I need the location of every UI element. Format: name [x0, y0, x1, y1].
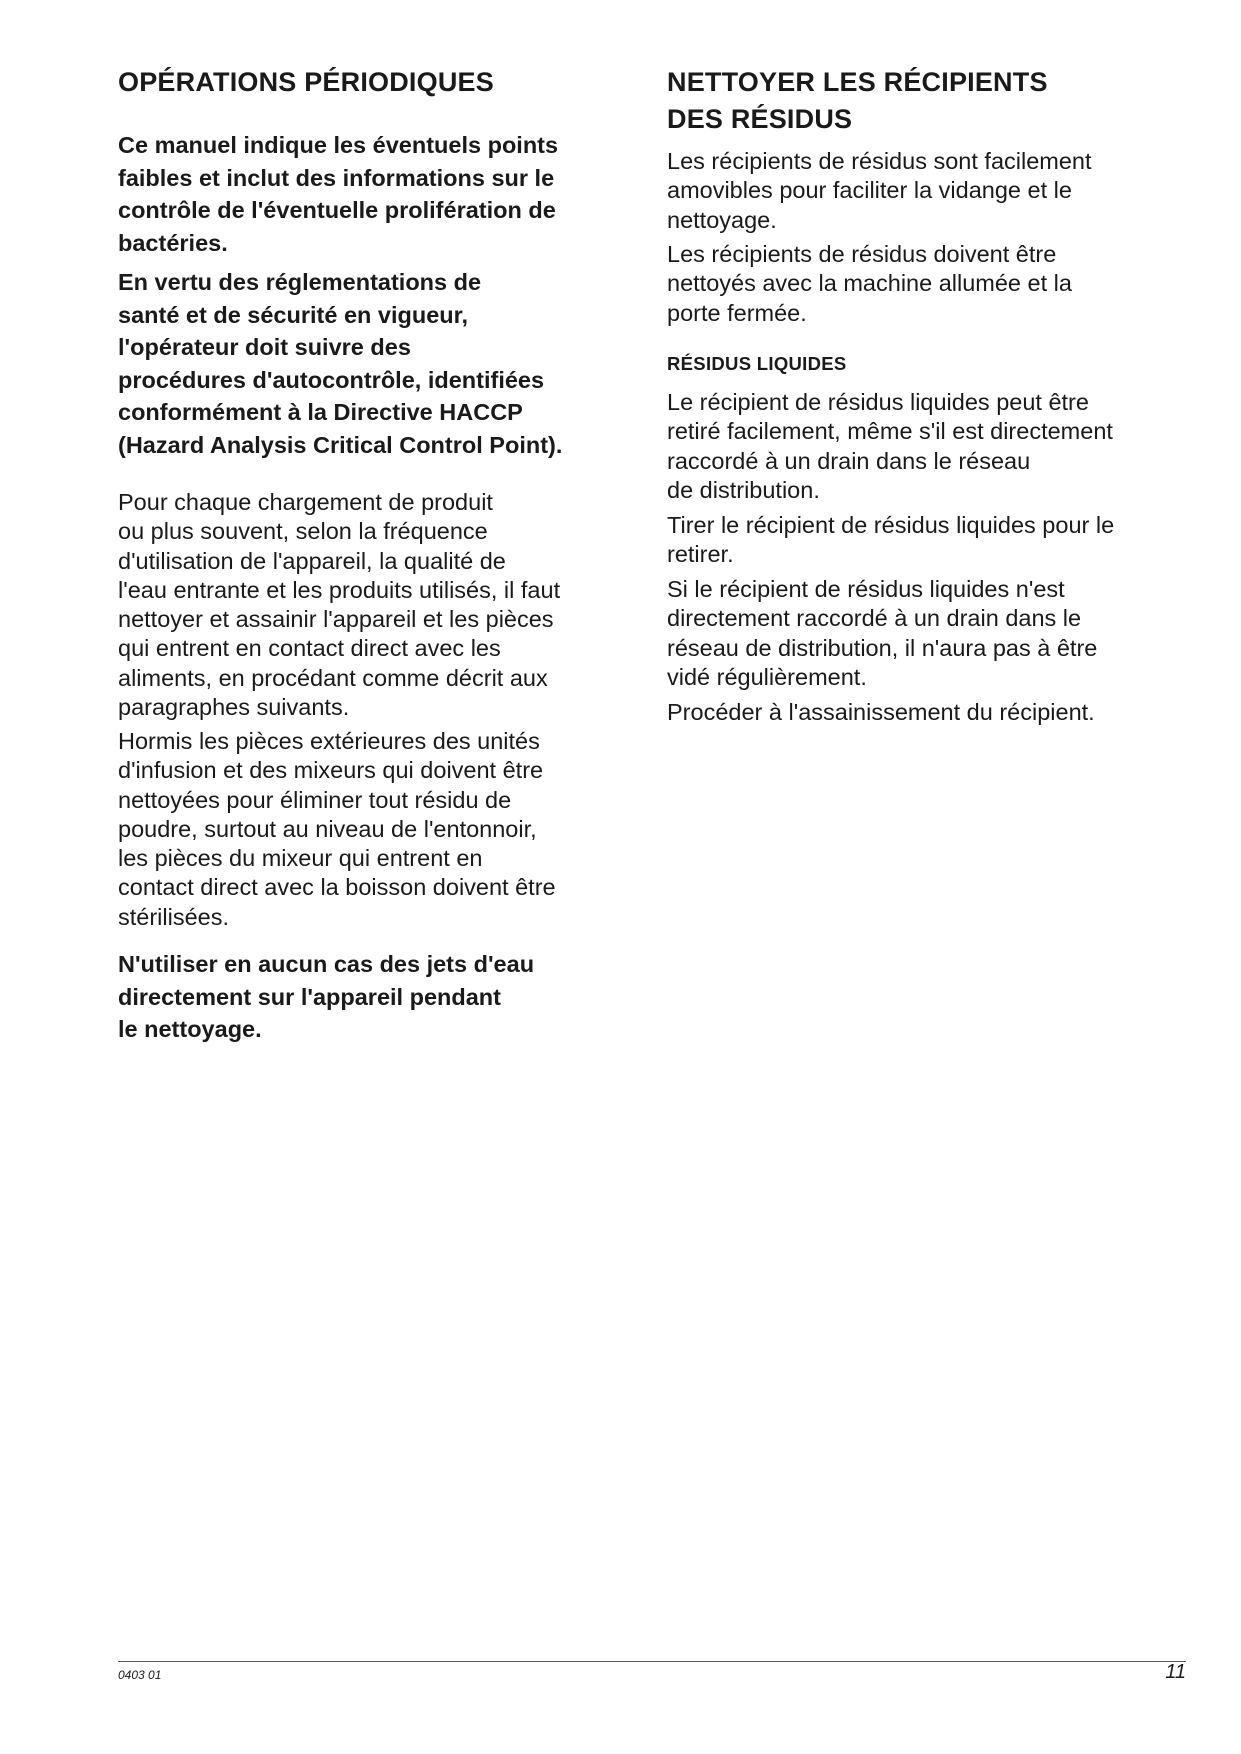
sterilization-paragraph: Hormis les pièces extérieures des unités d'infusion et des mixeurs qui doivent être nettoyées pour éliminer tout résidu de poudre, surtout au niveau de l'entonnoir, les pièces du mixeur qui entrent en contact direct avec la boisson doivent être stérilisées. — [118, 728, 556, 930]
footer-divider — [118, 1661, 1186, 1662]
section-title-cleaning-containers: NETTOYER LES RÉCIPIENTS DES RÉSIDUS — [667, 67, 1048, 134]
document-code: 0403 01 — [118, 1668, 162, 1682]
section-title-periodic-operations: OPÉRATIONS PÉRIODIQUES — [118, 67, 494, 97]
containers-cleaning-paragraph: Les récipients de résidus doivent être nettoyés avec la machine allumée et la porte fermée. — [667, 241, 1072, 326]
liquid-container-removal-paragraph: Le récipient de résidus liquides peut être retiré facilement, même s'il est directement raccordé à un drain dans le réseau de distribution. — [667, 389, 1113, 503]
pull-container-paragraph: Tirer le récipient de résidus liquides pour le retirer. — [667, 512, 1115, 568]
water-jet-warning: N'utiliser en aucun cas des jets d'eau directement sur l'appareil pendant le nettoyage. — [118, 951, 535, 1043]
haccp-bold-paragraph: En vertu des réglementations de santé et de sécurité en vigueur, l'opérateur doit suivre des procédures d'autocontrôle, identifiées conformément à la Directive HACCP (Hazard Analysis Critical Control Point). — [118, 269, 563, 458]
page-number: 11 — [1165, 1661, 1186, 1683]
cleaning-frequency-paragraph: Pour chaque chargement de produit ou plus souvent, selon la fréquence d'utilisation de l'appareil, la qualité de l'eau entrante et les produits utilisés, il faut nettoyer et assainir l'appareil et les pièces qui entrent en contact direct avec les aliments, en procédant comme décrit aux paragraphes suivants. — [118, 489, 561, 721]
intro-bold-paragraph: Ce manuel indique les éventuels points faibles et inclut des informations sur le contrôle de l'éventuelle prolifération de bactéries. — [118, 132, 559, 256]
containers-removable-paragraph: Les récipients de résidus sont facilement amovibles pour faciliter la vidange et le nettoyage. — [667, 148, 1092, 233]
sanitize-container-paragraph: Procéder à l'assainissement du récipient. — [667, 699, 1095, 725]
liquid-residue-subtitle: RÉSIDUS LIQUIDES — [667, 353, 847, 374]
drain-connection-paragraph: Si le récipient de résidus liquides n'est directement raccordé à un drain dans le réseau de distribution, il n'aura pas à être vidé régulièrement. — [667, 576, 1098, 690]
